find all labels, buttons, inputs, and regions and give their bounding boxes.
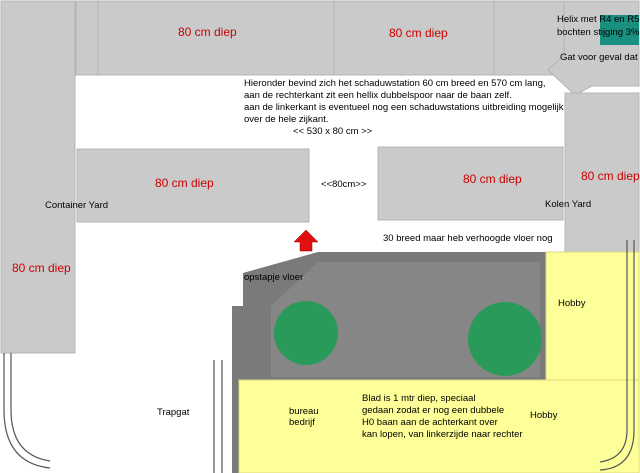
label-hobby-right: Hobby — [558, 298, 586, 309]
note-line2: aan de rechterkant zit een hellix dubbelspoor naar de baan zelf. — [244, 90, 512, 101]
note-line3: aan de linkerkant is eventueel nog een schaduwstations uitbreiding mogelijk — [244, 102, 564, 113]
blad-line2: gedaan zodat er nog een dubbele — [362, 405, 505, 416]
hobby-desk-right — [546, 252, 639, 380]
label-dimension: << 530 x 80 cm >> — [293, 126, 373, 137]
helix-circle-left — [274, 301, 338, 365]
label-container-yard: Container Yard — [45, 200, 109, 211]
label-diep-mid-left: 80 cm diep — [155, 176, 214, 190]
label-bureau-line2: bedrijf — [289, 417, 315, 428]
label-diep-top-center: 80 cm diep — [389, 26, 448, 40]
label-opstapje: opstapje vloer — [244, 272, 304, 283]
label-helix-line1: Helix met R4 en R5 — [557, 14, 640, 25]
track-curve — [11, 353, 50, 461]
label-diep-left: 80 cm diep — [12, 261, 71, 275]
up-arrow-icon — [294, 230, 318, 251]
helix-circle-right — [468, 302, 542, 376]
blad-line3: H0 baan aan de achterkant over — [362, 417, 498, 428]
left-board — [1, 1, 75, 353]
label-bureau-line1: bureau — [289, 406, 319, 417]
label-kolen-yard: Kolen Yard — [545, 199, 592, 210]
label-hobby-bottom: Hobby — [530, 410, 558, 421]
label-gat: Gat voor geval dat — [560, 52, 638, 63]
blad-line1: Blad is 1 mtr diep, speciaal — [362, 393, 476, 404]
note-line1: Hieronder bevind zich het schaduwstation 60 cm breed en 570 cm lang, — [244, 78, 546, 89]
label-diep-right: 80 cm diep — [581, 169, 640, 183]
label-trapgat: Trapgat — [157, 407, 190, 418]
label-diep-mid-right: 80 cm diep — [463, 172, 522, 186]
top-board — [76, 1, 564, 75]
label-breed-note: 30 breed maar heb verhoogde vloer nog — [383, 233, 553, 244]
note-line4: over de hele zijkant. — [244, 114, 329, 125]
blad-line4: kan lopen, van linkerzijde naar rechter — [362, 429, 523, 440]
label-helix-line2: bochten stijging 3% — [557, 27, 640, 38]
label-diep-top-left: 80 cm diep — [178, 25, 237, 39]
label-gap-width: <<80cm>> — [321, 179, 367, 190]
